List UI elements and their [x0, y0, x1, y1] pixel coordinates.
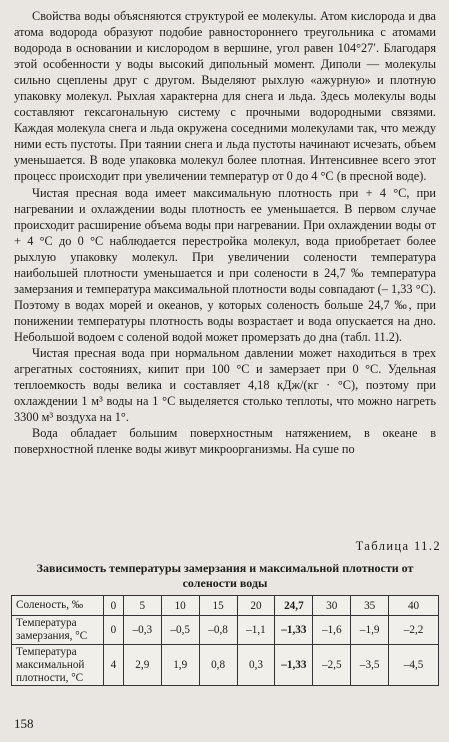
table-cell: –0,5 [161, 616, 199, 645]
table-cell: 10 [161, 596, 199, 616]
table-cell: 40 [389, 596, 439, 616]
row-header: Температура замерзания, °С [12, 616, 104, 645]
table-cell: –0,8 [199, 616, 237, 645]
table-cell: 30 [313, 596, 351, 616]
paragraph-4: Вода обладает большим поверхностным натяжением, в океане в поверхностной пленке воды живут микроорганизмы. На суше по [14, 426, 436, 457]
table-cell: 20 [237, 596, 275, 616]
paragraph-2: Чистая пресная вода имеет максимальную плотность при + 4 °С, при нагревании и охлаждении воды плотность ее уменьшается. В первом случае происходит расширение объема воды при нагревании. При охлаждении воды от + 4 °С до 0 °С наблюдается перестройка молекул, вода приобретает более рыхлую упаковку молекул. При увеличении солености температура наибольшей плотности уменьшается и при солености в 24,7 ‰ температура замерзания и температура максимальной плотности воды совпадают (– 1,33 °С). Поэтому в водах морей и океанов, у которых соленость больше 24,7 ‰, при понижении температуры плотность воды возрастает и вода опускается на дно. Небольшой водоем с соленой водой может промерзать до дна (табл. 11.2). [14, 185, 436, 344]
page-number: 158 [14, 716, 34, 731]
table-row-max-density [12, 645, 439, 686]
table-cell: –2,5 [313, 645, 351, 686]
table-cell: –1,9 [351, 616, 389, 645]
table-title: Зависимость температуры замерзания и максимальной плотности от солености воды [36, 561, 414, 590]
table-cell: –3,5 [351, 645, 389, 686]
table-row-salinity [12, 596, 439, 616]
table-cell: 4 [103, 645, 123, 686]
table-cell: –4,5 [389, 645, 439, 686]
table-cell: 0 [103, 596, 123, 616]
table-cell: 15 [199, 596, 237, 616]
table-cell: –0,3 [123, 616, 161, 645]
paragraph-1: Свойства воды объясняются структурой ее молекулы. Атом кислорода и два атома водорода образуют подобие равностороннего треугольника с атомами водорода в основании и кислородом в вершине, угол равен 104°27′. Благодаря этой особенности у воды высокий дипольный момент. Диполи — молекулы сильно сцеплены друг с другом. Выделяют рыхлую «ажурную» и плотную упаковку молекул. Рыхлая характерна для снега и льда. Здесь молекулы воды составляют гексагональную систему с прочными водородными связями. Каждая молекула снега и льда окружена соседними молекулами так, что между ними есть пустоты. При таянии снега и льда пустоты начинают исчезать, объем уменьшается. В воде упаковка молекул более плотная. Интенсивнее всего этот процесс происходит при увеличении температур от 0 до 4 °С (в пресной воде). [14, 9, 436, 184]
table-cell-highlight: 24,7 [275, 596, 313, 616]
table-cell: 1,9 [161, 645, 199, 686]
table-cell: 0,8 [199, 645, 237, 686]
table-cell: –1,6 [313, 616, 351, 645]
table-cell: –1,1 [237, 616, 275, 645]
table-caption: Таблица 11.2 [355, 539, 441, 553]
table-cell: –2,2 [389, 616, 439, 645]
row-header: Температура максимальной плотности, °С [12, 645, 104, 686]
row-header: Соленость, ‰ [12, 596, 104, 616]
paragraph-3: Чистая пресная вода при нормальном давлении может находиться в трех агрегатных состояниях, кипит при 100 °С и замерзает при 0 °С. Удельная теплоемкость воды велика и составляет 4,18 кДж/(кг · °С), поэтому при охлаждении 1 м³ воды на 1 °С выделяется столько теплоты, что можно нагреть 3300 м³ воздуха на 1°. [14, 345, 436, 425]
table-cell: 5 [123, 596, 161, 616]
table-cell: 35 [351, 596, 389, 616]
table-cell-highlight: –1,33 [275, 616, 313, 645]
table-cell: 0,3 [237, 645, 275, 686]
body-text [14, 8, 436, 457]
table-cell-highlight: –1,33 [275, 645, 313, 686]
table-row-freezing [12, 616, 439, 645]
table-cell: 0 [103, 616, 123, 645]
table-cell: 2,9 [123, 645, 161, 686]
salinity-table [11, 595, 439, 686]
